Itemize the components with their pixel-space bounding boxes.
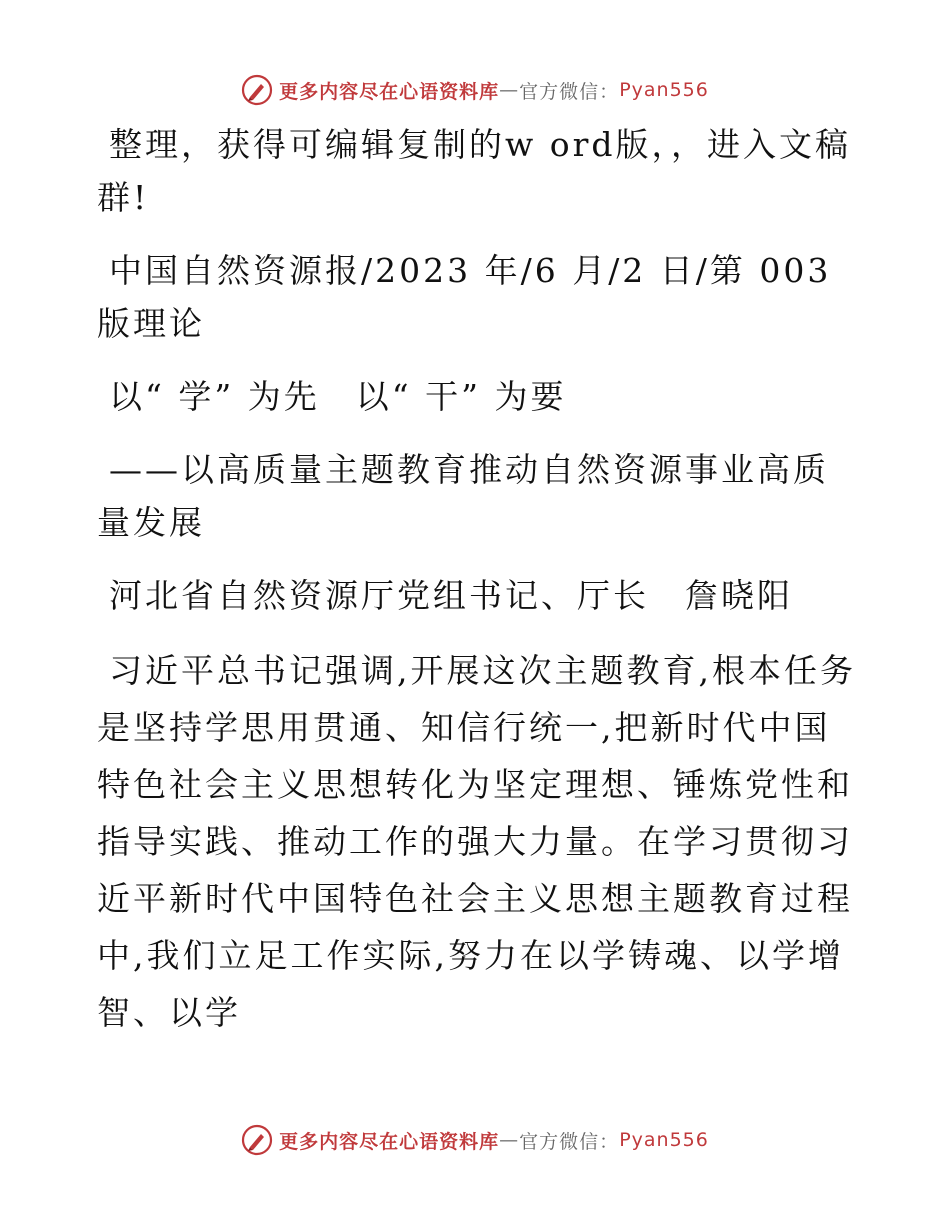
watermark-sub-text: 官方微信：: [519, 1130, 620, 1153]
article-subtitle: ——以高质量主题教育推动自然资源事业高质量发展: [97, 450, 829, 542]
pen-logo-icon: [241, 1124, 273, 1156]
article-title: 以“ 学” 为先 以“ 干” 为要: [109, 377, 567, 416]
pen-logo-icon: [241, 74, 273, 106]
watermark-main-text: 更多内容尽在心语资料库: [279, 80, 500, 103]
watermark-wechat-id: Pyan556: [619, 79, 709, 101]
watermark-dash: —: [499, 1129, 520, 1151]
watermark-dash: —: [499, 79, 520, 101]
footer-watermark: [0, 1120, 950, 1160]
document-body: [97, 118, 857, 1061]
body-paragraph: 习近平总书记强调,开展这次主题教育,根本任务是坚持学思用贯通、知信行统一,把新时代中国特色社会主义思想转化为坚定理想、锤炼党性和指导实践、推动工作的强大力量。在学习贯彻习近平新时代中国特色社会主义思想主题教育过程中,我们立足工作实际,努力在以学铸魂、以学增智、以学: [97, 651, 856, 1032]
watermark-wechat-id: Pyan556: [619, 1129, 709, 1151]
author-line: 河北省自然资源厅党组书记、厅长 詹晓阳: [109, 576, 793, 615]
header-watermark: [0, 70, 950, 110]
watermark-sub-text: 官方微信：: [519, 80, 620, 103]
source-line: 中国自然资源报/2023 年/6 月/2 日/第 003 版理论: [97, 251, 832, 343]
intro-note: 整理，获得可编辑复制的w ord版，，进入文稿群!: [97, 125, 852, 217]
watermark-main-text: 更多内容尽在心语资料库: [279, 1130, 500, 1153]
